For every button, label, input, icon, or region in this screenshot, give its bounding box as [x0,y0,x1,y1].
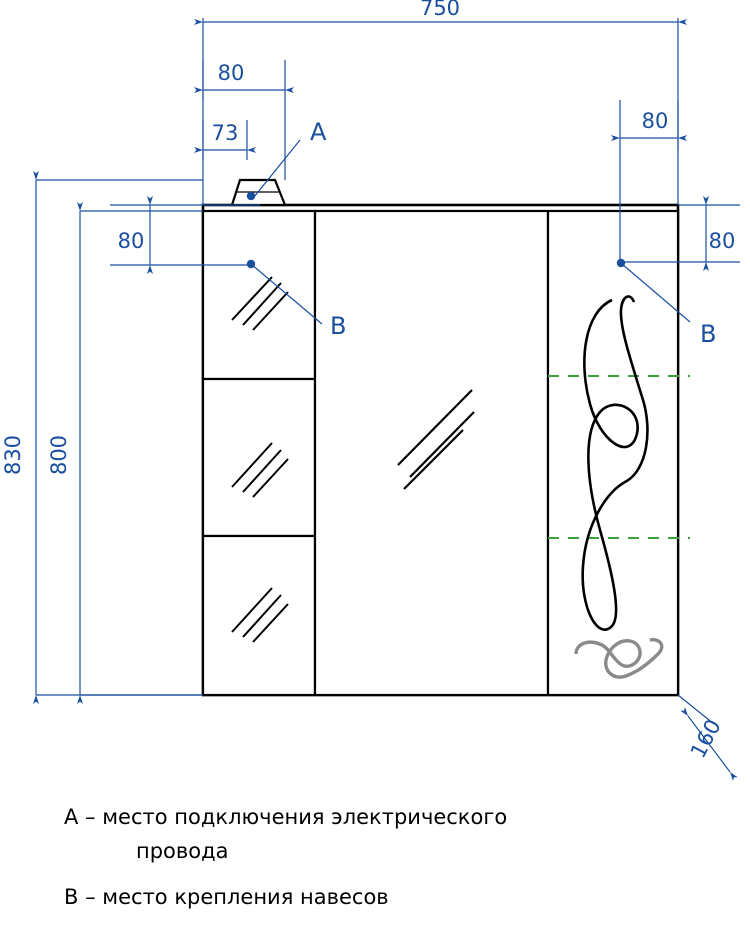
marker-b-right-label: B [700,320,717,348]
dim-80-innerright-label: 80 [708,229,736,253]
left-door-top [203,211,315,379]
left-door-bottom [203,536,315,695]
dim-73-label: 73 [211,121,239,145]
point-a [247,192,255,200]
dim-750-label: 750 [419,0,461,20]
dim-80-innerleft-label: 80 [117,229,145,253]
dim-80-topright-label: 80 [641,109,669,133]
legend [0,800,750,914]
center-mirror-door [315,211,548,695]
legend-a-line1: A – место подключения электрического [64,805,508,829]
dim-80-topleft-label: 80 [217,61,245,85]
legend-row-a-cont [0,834,750,868]
legend-b-line1: B – место крепления навесов [64,885,389,909]
point-b-right [617,259,625,267]
marker-b-left-label: B [330,312,347,340]
point-b-left [247,260,255,268]
legend-row-b [0,880,750,914]
cabinet-body [203,180,690,695]
legend-row-a [0,800,750,834]
dim-830-label: 830 [1,434,25,476]
dim-800-label: 800 [47,434,71,476]
dim-160-label: 160 [685,715,726,763]
legend-a-line2: провода [136,839,229,863]
marker-a-label: A [310,118,327,146]
